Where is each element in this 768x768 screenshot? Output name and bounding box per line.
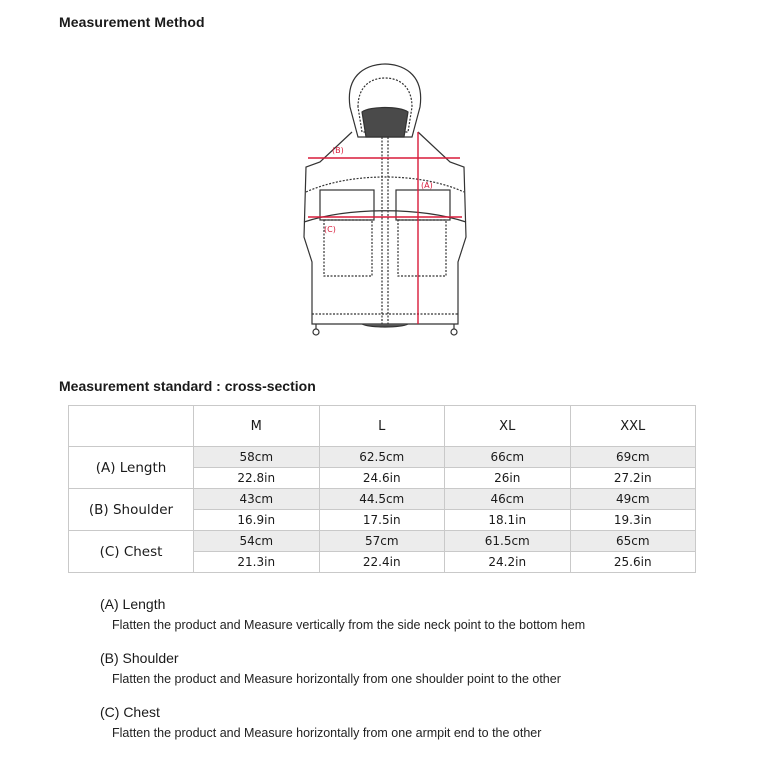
table-cell: 61.5cm <box>445 531 571 552</box>
table-cell: 57cm <box>319 531 445 552</box>
note-description: Flatten the product and Measure vertically from the side neck point to the bottom hem <box>112 618 586 632</box>
size-col-header: L <box>319 406 445 447</box>
row-label: (B) Shoulder <box>69 489 194 531</box>
table-row <box>69 531 696 552</box>
table-cell: 17.5in <box>319 510 445 531</box>
table-cell: 62.5cm <box>319 447 445 468</box>
note-chest <box>100 704 720 740</box>
table-row <box>69 489 696 510</box>
table-cell: 43cm <box>194 489 320 510</box>
table-cell: 54cm <box>194 531 320 552</box>
table-cell: 18.1in <box>445 510 571 531</box>
note-length <box>100 596 720 632</box>
table-cell: 46cm <box>445 489 571 510</box>
table-cell: 26in <box>445 468 571 489</box>
table-cell: 22.4in <box>319 552 445 573</box>
note-title: (B) Shoulder <box>100 650 179 666</box>
size-col-header: M <box>194 406 320 447</box>
jacket-diagram <box>290 62 480 347</box>
row-label: (C) Chest <box>69 531 194 573</box>
note-shoulder <box>100 650 720 686</box>
size-header-row <box>69 406 696 447</box>
table-row <box>69 447 696 468</box>
measurement-method-title: Measurement Method <box>59 14 205 30</box>
table-cell: 19.3in <box>570 510 696 531</box>
note-description: Flatten the product and Measure horizontally from one shoulder point to the other <box>112 672 561 686</box>
table-cell: 69cm <box>570 447 696 468</box>
table-cell: 44.5cm <box>319 489 445 510</box>
table-cell: 65cm <box>570 531 696 552</box>
measurement-standard-title: Measurement standard : cross-section <box>59 378 316 394</box>
note-title: (A) Length <box>100 596 166 612</box>
note-title: (C) Chest <box>100 704 160 720</box>
note-description: Flatten the product and Measure horizontally from one armpit end to the other <box>112 726 542 740</box>
table-cell: 66cm <box>445 447 571 468</box>
table-cell: 58cm <box>194 447 320 468</box>
table-cell: 27.2in <box>570 468 696 489</box>
measurement-notes <box>100 596 720 758</box>
row-label: (A) Length <box>69 447 194 489</box>
table-cell: 49cm <box>570 489 696 510</box>
size-table <box>68 405 696 573</box>
table-cell: 22.8in <box>194 468 320 489</box>
table-cell: 24.6in <box>319 468 445 489</box>
table-cell: 24.2in <box>445 552 571 573</box>
table-cell: 21.3in <box>194 552 320 573</box>
corner-cell <box>69 406 194 447</box>
table-cell: 25.6in <box>570 552 696 573</box>
label-c: (C) <box>324 225 336 234</box>
label-a: (A) <box>421 181 433 190</box>
size-col-header: XL <box>445 406 571 447</box>
size-col-header: XXL <box>570 406 696 447</box>
label-b: (B) <box>332 146 344 155</box>
table-cell: 16.9in <box>194 510 320 531</box>
